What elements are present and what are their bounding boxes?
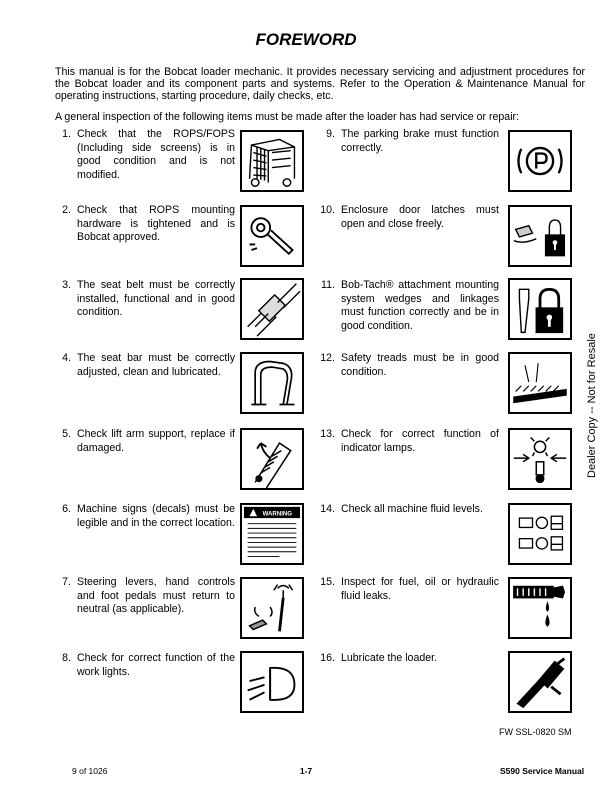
item-text: Bob-Tach® attachment mounting system wedges and linkages must function correctly and be in good condition.	[341, 279, 499, 332]
item-number: 3.	[62, 279, 71, 291]
item-number: 5.	[62, 428, 71, 440]
item-text: Enclosure door latches must open and close freely.	[341, 204, 499, 230]
item-number: 4.	[62, 352, 71, 364]
bob-tach-wedge-lock-icon	[508, 278, 572, 340]
item-number: 16.	[320, 652, 335, 664]
grease-gun-icon	[508, 651, 572, 713]
item-text: The seat belt must be correctly installed, functional and in good condition.	[77, 279, 235, 318]
work-light-icon	[240, 651, 304, 713]
inspection-lead: A general inspection of the following items must be made after the loader has had service or repair:	[55, 111, 520, 123]
item-text: The parking brake must function correctly.	[341, 128, 499, 154]
item-number: 1.	[62, 128, 71, 140]
intro-paragraph: This manual is for the Bobcat loader mechanic. It provides necessary servicing and adjustment procedures for the Bobcat loader and its component parts and systems. Refer to the Operation & Maintenance Manual for operating instructions, starting procedure, daily checks, etc.	[55, 66, 585, 103]
item-number: 2.	[62, 204, 71, 216]
indicator-lamp-icon	[508, 428, 572, 490]
item-text: Lubricate the loader.	[341, 652, 438, 664]
seat-belt-icon	[240, 278, 304, 340]
warning-decal-icon	[240, 503, 304, 565]
door-latch-lock-icon	[508, 205, 572, 267]
dealer-copy-watermark: Dealer Copy -- Not for Resale	[586, 333, 598, 478]
item-number: 9.	[326, 128, 335, 140]
reference-code: FW SSL-0820 SM	[499, 727, 572, 737]
item-number: 14.	[320, 503, 335, 515]
item-text: Check lift arm support, replace if damaged.	[77, 428, 235, 454]
rops-fops-cab-icon	[240, 130, 304, 192]
steering-levers-pedals-icon	[240, 577, 304, 639]
tread-overlay-label: SERVICE	[510, 402, 549, 411]
item-text: Check that ROPS mounting hardware is tightened and is Bobcat approved.	[77, 204, 235, 243]
fluid-leak-icon	[508, 577, 572, 639]
seat-bar-icon	[240, 352, 304, 414]
item-number: 7.	[62, 576, 71, 588]
item-number: 8.	[62, 652, 71, 664]
wrench-bolt-icon	[240, 205, 304, 267]
item-text: Check for correct function of indicator lamps.	[341, 428, 499, 454]
item-text: Machine signs (decals) must be legible and in the correct location.	[77, 503, 235, 529]
item-text: Inspect for fuel, oil or hydraulic fluid leaks.	[341, 576, 499, 602]
item-text: Check all machine fluid levels.	[341, 503, 483, 515]
lift-arm-support-icon	[240, 428, 304, 490]
item-text: The seat bar must be correctly adjusted, clean and lubricated.	[77, 352, 235, 378]
decal-warning-label: WARNING	[262, 510, 293, 518]
item-number: 11.	[321, 279, 335, 291]
item-text: Check for correct function of the work lights.	[77, 652, 235, 678]
fluid-levels-icon	[508, 503, 572, 565]
footer-page-count: 9 of 1026	[72, 766, 108, 776]
item-text: Safety treads must be in good condition.	[341, 352, 499, 378]
footer-page-number: 1-7	[299, 766, 313, 776]
item-text: Steering levers, hand controls and foot pedals must return to neutral (as applicable).	[77, 576, 235, 615]
parking-brake-icon	[508, 130, 572, 192]
item-number: 12.	[320, 352, 335, 364]
item-number: 6.	[62, 503, 71, 515]
item-number: 10.	[320, 204, 335, 216]
item-number: 13.	[320, 428, 335, 440]
page-title: FOREWORD	[255, 30, 357, 49]
item-text: Check that the ROPS/FOPS (Including side screens) is in good condition and is not modified.	[77, 128, 235, 181]
footer-manual-title: S590 Service Manual	[500, 766, 585, 776]
item-number: 15.	[320, 576, 335, 588]
